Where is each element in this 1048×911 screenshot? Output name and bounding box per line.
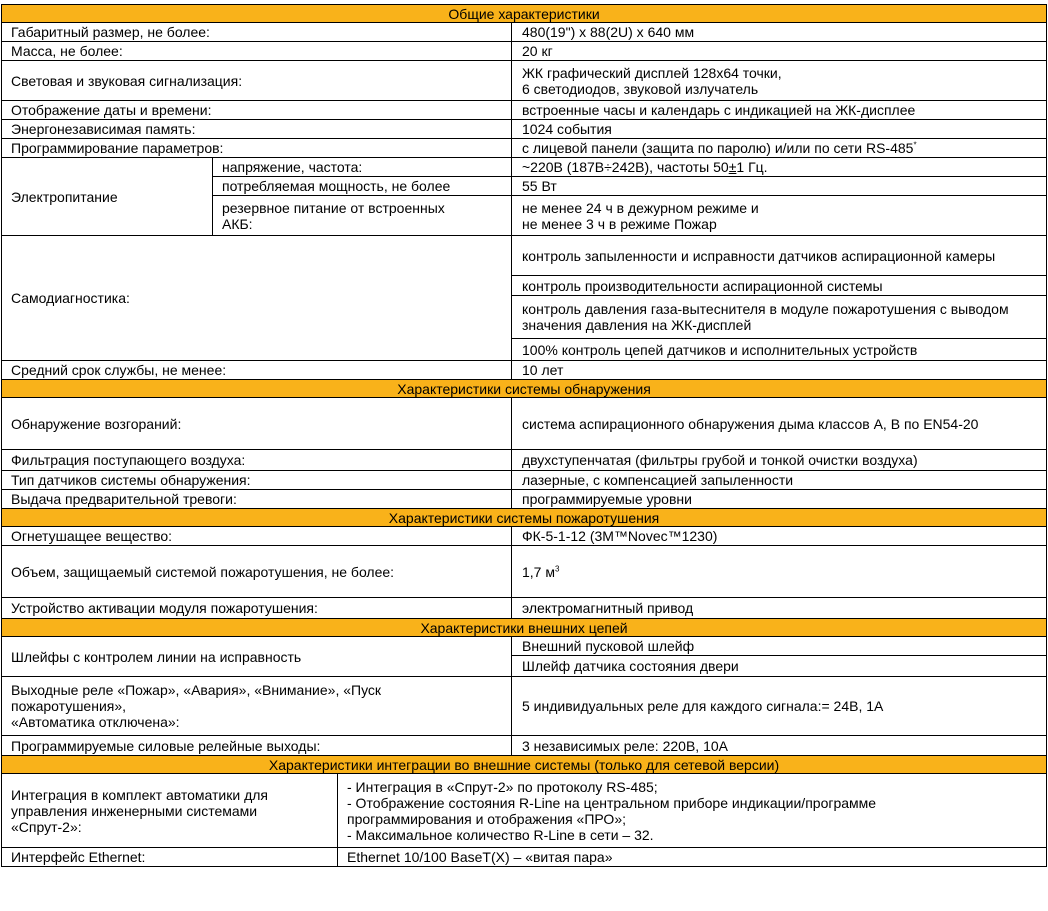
table-row bbox=[2, 774, 1047, 848]
label-line: «Спрут-2»: bbox=[11, 818, 82, 835]
list-item: 100% контроль цепей датчиков и исполнительных устройств bbox=[512, 339, 1047, 361]
row-label: напряжение, частота: bbox=[213, 158, 512, 177]
power-label: Электропитание bbox=[2, 158, 213, 236]
label-line: резервное питание от встроенных bbox=[222, 199, 445, 216]
row-value bbox=[338, 774, 1047, 848]
value-line: 6 светодиодов, звуковой излучатель bbox=[522, 80, 759, 97]
list-item: Шлейф датчика состояния двери bbox=[512, 656, 1047, 677]
row-label: Энергонезависимая память: bbox=[2, 120, 512, 139]
row-value: встроенные часы и календарь с индикацией на ЖК-дисплее bbox=[512, 101, 1047, 120]
unit-superscript: 3 bbox=[554, 563, 560, 573]
value-line: - Отображение состояния R-Line на центральном приборе индикации/программе bbox=[347, 794, 877, 811]
row-value bbox=[512, 61, 1047, 101]
label-line: пожаротушения», bbox=[11, 698, 127, 714]
row-value: программируемые уровни bbox=[512, 490, 1047, 509]
footnote-mark: * bbox=[913, 140, 917, 150]
value-text: 1,7 м bbox=[522, 563, 555, 580]
section-header-detection bbox=[2, 380, 1047, 398]
section-header-external bbox=[2, 619, 1047, 637]
table-row bbox=[2, 527, 1047, 546]
row-label: Шлейфы с контролем линии на исправность bbox=[2, 637, 512, 677]
section-title: Характеристики внешних цепей bbox=[2, 619, 1047, 637]
row-label: Световая и звуковая сигнализация: bbox=[2, 61, 512, 101]
row-label: Выдача предварительной тревоги: bbox=[2, 490, 512, 509]
row-label: Отображение даты и времени: bbox=[2, 101, 512, 120]
table-row bbox=[2, 637, 1047, 656]
value-text: 1 Гц. bbox=[736, 159, 768, 175]
label-line: АКБ: bbox=[222, 215, 253, 232]
row-value: система аспирационного обнаружения дыма классов А, В по EN54-20 bbox=[512, 398, 1047, 450]
row-label: Тип датчиков системы обнаружения: bbox=[2, 471, 512, 490]
list-item: контроль запыленности и исправности датчиков аспирационной камеры bbox=[512, 236, 1047, 276]
row-label: Самодиагностика: bbox=[2, 236, 512, 361]
table-row bbox=[2, 450, 1047, 471]
value-line: не менее 3 ч в режиме Пожар bbox=[522, 215, 717, 232]
section-header-general bbox=[2, 5, 1047, 23]
row-label: Объем, защищаемый системой пожаротушения, не более: bbox=[2, 546, 512, 598]
row-value: 3 независимых реле: 220В, 10А bbox=[512, 736, 1047, 756]
row-label: Обнаружение возгораний: bbox=[2, 398, 512, 450]
row-value: 10 лет bbox=[512, 361, 1047, 380]
section-title: Характеристики системы пожаротушения bbox=[2, 509, 1047, 527]
row-label bbox=[2, 774, 338, 848]
table-row bbox=[2, 598, 1047, 619]
section-title: Характеристики системы обнаружения bbox=[2, 380, 1047, 398]
row-value: электромагнитный привод bbox=[512, 598, 1047, 619]
row-value: 480(19") x 88(2U) x 640 мм bbox=[512, 23, 1047, 42]
table-row bbox=[2, 398, 1047, 450]
row-value: 1024 события bbox=[512, 120, 1047, 139]
label-line: Интеграция в комплект автоматики для bbox=[11, 786, 269, 803]
value-line: не менее 24 ч в дежурном режиме и bbox=[522, 199, 759, 216]
row-label: потребляемая мощность, не более bbox=[213, 177, 512, 196]
row-value bbox=[512, 546, 1047, 598]
table-row bbox=[2, 848, 1047, 867]
section-header-integration bbox=[2, 756, 1047, 774]
section-title: Характеристики интеграции во внешние системы (только для сетевой версии) bbox=[2, 756, 1047, 774]
value-line: ЖК графический дисплей 128х64 точки, bbox=[522, 64, 782, 81]
row-label bbox=[2, 677, 512, 736]
table-row bbox=[2, 471, 1047, 490]
row-label bbox=[213, 196, 512, 236]
label-line: управления инженерными системами bbox=[11, 802, 258, 819]
table-row bbox=[2, 546, 1047, 598]
row-value bbox=[512, 196, 1047, 236]
row-value: двухступенчатая (фильтры грубой и тонкой очистки воздуха) bbox=[512, 450, 1047, 471]
row-label: Средний срок службы, не менее: bbox=[2, 361, 512, 380]
value-line: - Максимальное количество R-Line в сети – 32. bbox=[347, 826, 654, 843]
row-label: Огнетушащее вещество: bbox=[2, 527, 512, 546]
row-value bbox=[512, 158, 1047, 177]
row-value: 55 Вт bbox=[512, 177, 1047, 196]
section-title: Общие характеристики bbox=[2, 5, 1047, 23]
row-label: Программируемые силовые релейные выходы: bbox=[2, 736, 512, 756]
row-label: Программирование параметров: bbox=[2, 139, 512, 158]
table-row bbox=[2, 736, 1047, 756]
row-label: Фильтрация поступающего воздуха: bbox=[2, 450, 512, 471]
table-row bbox=[2, 42, 1047, 61]
row-value: ФК-5-1-12 (3M™Novec™1230) bbox=[512, 527, 1047, 546]
section-header-extinguishing bbox=[2, 509, 1047, 527]
row-label: Габаритный размер, не более: bbox=[2, 23, 512, 42]
table-row bbox=[2, 101, 1047, 120]
row-value: 20 кг bbox=[512, 42, 1047, 61]
value-line: - Интеграция в «Спрут-2» по протоколу RS-485; bbox=[347, 778, 658, 795]
value-text: ~220В (187В÷242В), частоты 50 bbox=[522, 159, 729, 175]
spec-table bbox=[1, 4, 1047, 867]
list-item: контроль давления газа-вытеснителя в модуле пожаротушения с выводом значения давления на ЖК-дисплей bbox=[512, 296, 1047, 339]
list-item: Внешний пусковой шлейф bbox=[512, 637, 1047, 656]
table-row bbox=[2, 361, 1047, 380]
plus-minus-sign: ± bbox=[728, 159, 737, 175]
table-row bbox=[2, 23, 1047, 42]
row-label: Интерфейс Ethernet: bbox=[2, 848, 338, 867]
row-value: 5 индивидуальных реле для каждого сигнала:= 24В, 1А bbox=[512, 677, 1047, 736]
table-row bbox=[2, 61, 1047, 101]
row-value: Ethernet 10/100 BaseT(X) – «витая пара» bbox=[338, 848, 1047, 867]
row-value: лазерные, с компенсацией запыленности bbox=[512, 471, 1047, 490]
table-row bbox=[2, 158, 1047, 177]
list-item: контроль производительности аспирационной системы bbox=[512, 276, 1047, 296]
table-row bbox=[2, 490, 1047, 509]
table-row bbox=[2, 120, 1047, 139]
table-row bbox=[2, 677, 1047, 736]
value-line: программирования и отображения «ПРО»; bbox=[347, 810, 627, 827]
table-row bbox=[2, 139, 1047, 158]
row-label: Устройство активации модуля пожаротушения: bbox=[2, 598, 512, 619]
label-line: «Автоматика отключена»: bbox=[11, 714, 180, 730]
label-line: Выходные реле «Пожар», «Авария», «Внимание», «Пуск bbox=[11, 682, 382, 698]
row-value bbox=[512, 139, 1047, 158]
value-text: с лицевой панели (защита по паролю) и/или по сети RS-485 bbox=[522, 140, 914, 156]
row-label: Масса, не более: bbox=[2, 42, 512, 61]
table-row bbox=[2, 236, 1047, 276]
